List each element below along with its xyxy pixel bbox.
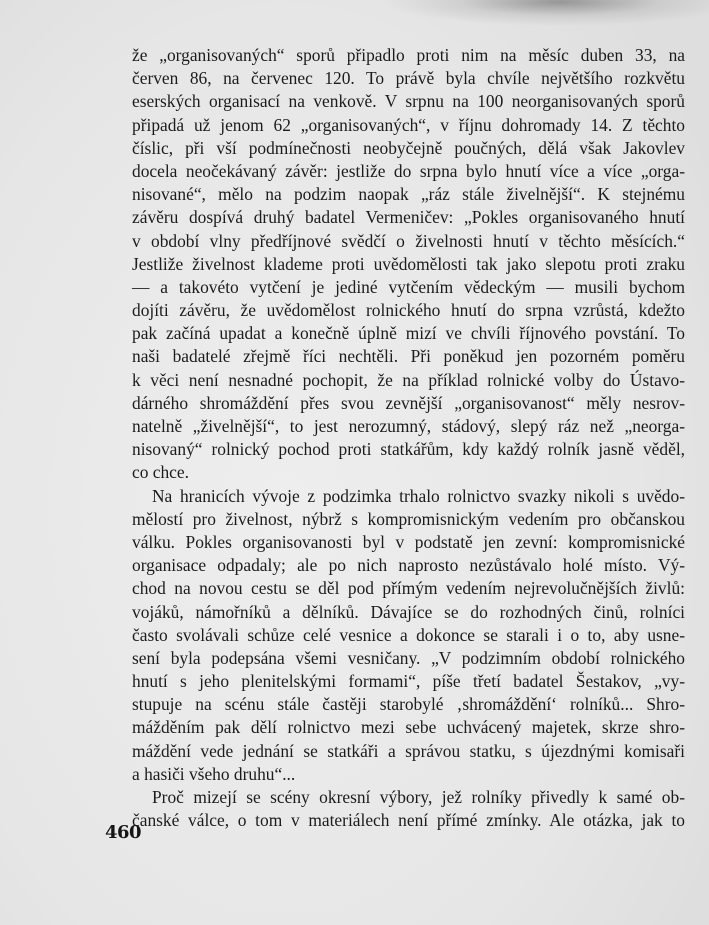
text-line: a hasiči všeho druhu“... (132, 763, 296, 784)
text-line: dárného shromáždění přes svou zevnější „organisovanost“ měly nesrov- (132, 392, 685, 413)
text-line: červen 86, na červenec 120. To právě byla chvíle největšího rozkvětu (132, 68, 685, 89)
text-line: čanské válce, o tom v materiálech není přímé zmínky. Ale otázka, jak to (132, 810, 685, 831)
text-line: Proč mizejí se scény okresní výbory, jež rolníky přivedly k samé ob- (152, 787, 685, 807)
text-line: mělostí pro živelnost, nýbrž s kompromisnickým vedením pro občanskou (132, 508, 685, 529)
text-line: nisovaný“ rolnický pochod proti statkářům, kdy každý rolník jasně věděl, (132, 439, 685, 460)
page-number: 460 (105, 822, 142, 843)
text-line: vojáků, námořníků a dělníků. Dávajíce se do rozhodných činů, rolníci (132, 601, 685, 622)
paragraph-1 (132, 44, 685, 485)
text-line: sení byla podepsána všemi vesničany. „V podzimním období rolnického (132, 647, 685, 668)
text-line: hnutí s jeho plenitelskými formami“, píše třetí badatel Šestakov, „vy- (132, 671, 685, 692)
text-line: — a takovéto vytčení je jediné vytčením vědeckým — musili bychom (132, 276, 685, 297)
text-line: eserských organisací na venkově. V srpnu na 100 neorganisovaných sporů (132, 91, 685, 112)
text-line: naši badatelé zřejmě říci nechtěli. Při poněkud jen pozorném poměru (132, 346, 685, 367)
text-line: dojíti závěru, že uvědomělost rolnického hnutí do srpna vzrůstá, kdežto (132, 300, 685, 321)
text-line: máždění vede jednání se statkáři a správou statku, s újezdnými komisaři (132, 740, 685, 761)
text-line: stupuje na scénu stále častěji starobylé ‚shromáždění‘ rolníků... Shro- (132, 694, 685, 715)
text-line: číslic, při vší podmínečnosti neobyčejně poučných, dělá však Jakovlev (132, 137, 685, 158)
text-line: že „organisovaných“ sporů připadlo proti nim na měsíc duben 33, na (132, 45, 685, 65)
text-line: závěru dospívá druhý badatel Vermeničev: „Pokles organisovaného hnutí (132, 207, 685, 228)
text-line: organisace odpadaly; ale po nich naprosto nezůstávalo holé místo. Vý- (132, 555, 685, 576)
text-line: chod na novou cestu se děl pod přímým vedením nejrevolučnějších živlů: (132, 578, 685, 599)
text-line: mážděním pak dělí rolnictvo mezi sebe uchvácený majetek, skrze shro- (132, 717, 685, 738)
text-line: v období vlny předříjnové svědčí o živelnosti hnutí v těchto měsících.“ (132, 230, 685, 251)
text-line: natelně „živelnější“, to jest nerozumný, stádový, slepý ráz než „neorga- (132, 416, 685, 436)
text-line: co chce. (132, 462, 189, 483)
text-line: válku. Pokles organisovanosti byl v podstatě jen zevní: kompromisnické (132, 531, 685, 552)
paragraph-3 (132, 786, 685, 832)
text-line: docela neočekávaný závěr: jestliže do srpna bylo hnutí více a více „orga- (132, 160, 685, 181)
text-line: Jestliže živelnost klademe proti uvědomělosti tak jako slepotu proti zraku (132, 253, 685, 274)
text-line: často svolávali schůze celé vesnice a dokonce se starali i o to, aby usne- (132, 624, 685, 645)
body-text (132, 44, 685, 832)
paragraph-2 (132, 485, 685, 786)
text-line: k věci není nesnadné pochopit, že na příklad rolnické volby do Ústavo- (132, 369, 685, 390)
text-line: připadá už jenom 62 „organisovaných“, v říjnu dohromady 14. Z těchto (132, 114, 685, 135)
text-line: nisované“, mělo na podzim naopak „ráz stále živelnější“. K stejnému (132, 184, 685, 205)
text-line: pak začíná upadat a konečně úplně mizí ve chvíli říjnového povstání. To (132, 323, 685, 344)
text-line: Na hranicích vývoje z podzimka trhalo rolnictvo svazky nikoli s uvědo- (152, 485, 685, 506)
